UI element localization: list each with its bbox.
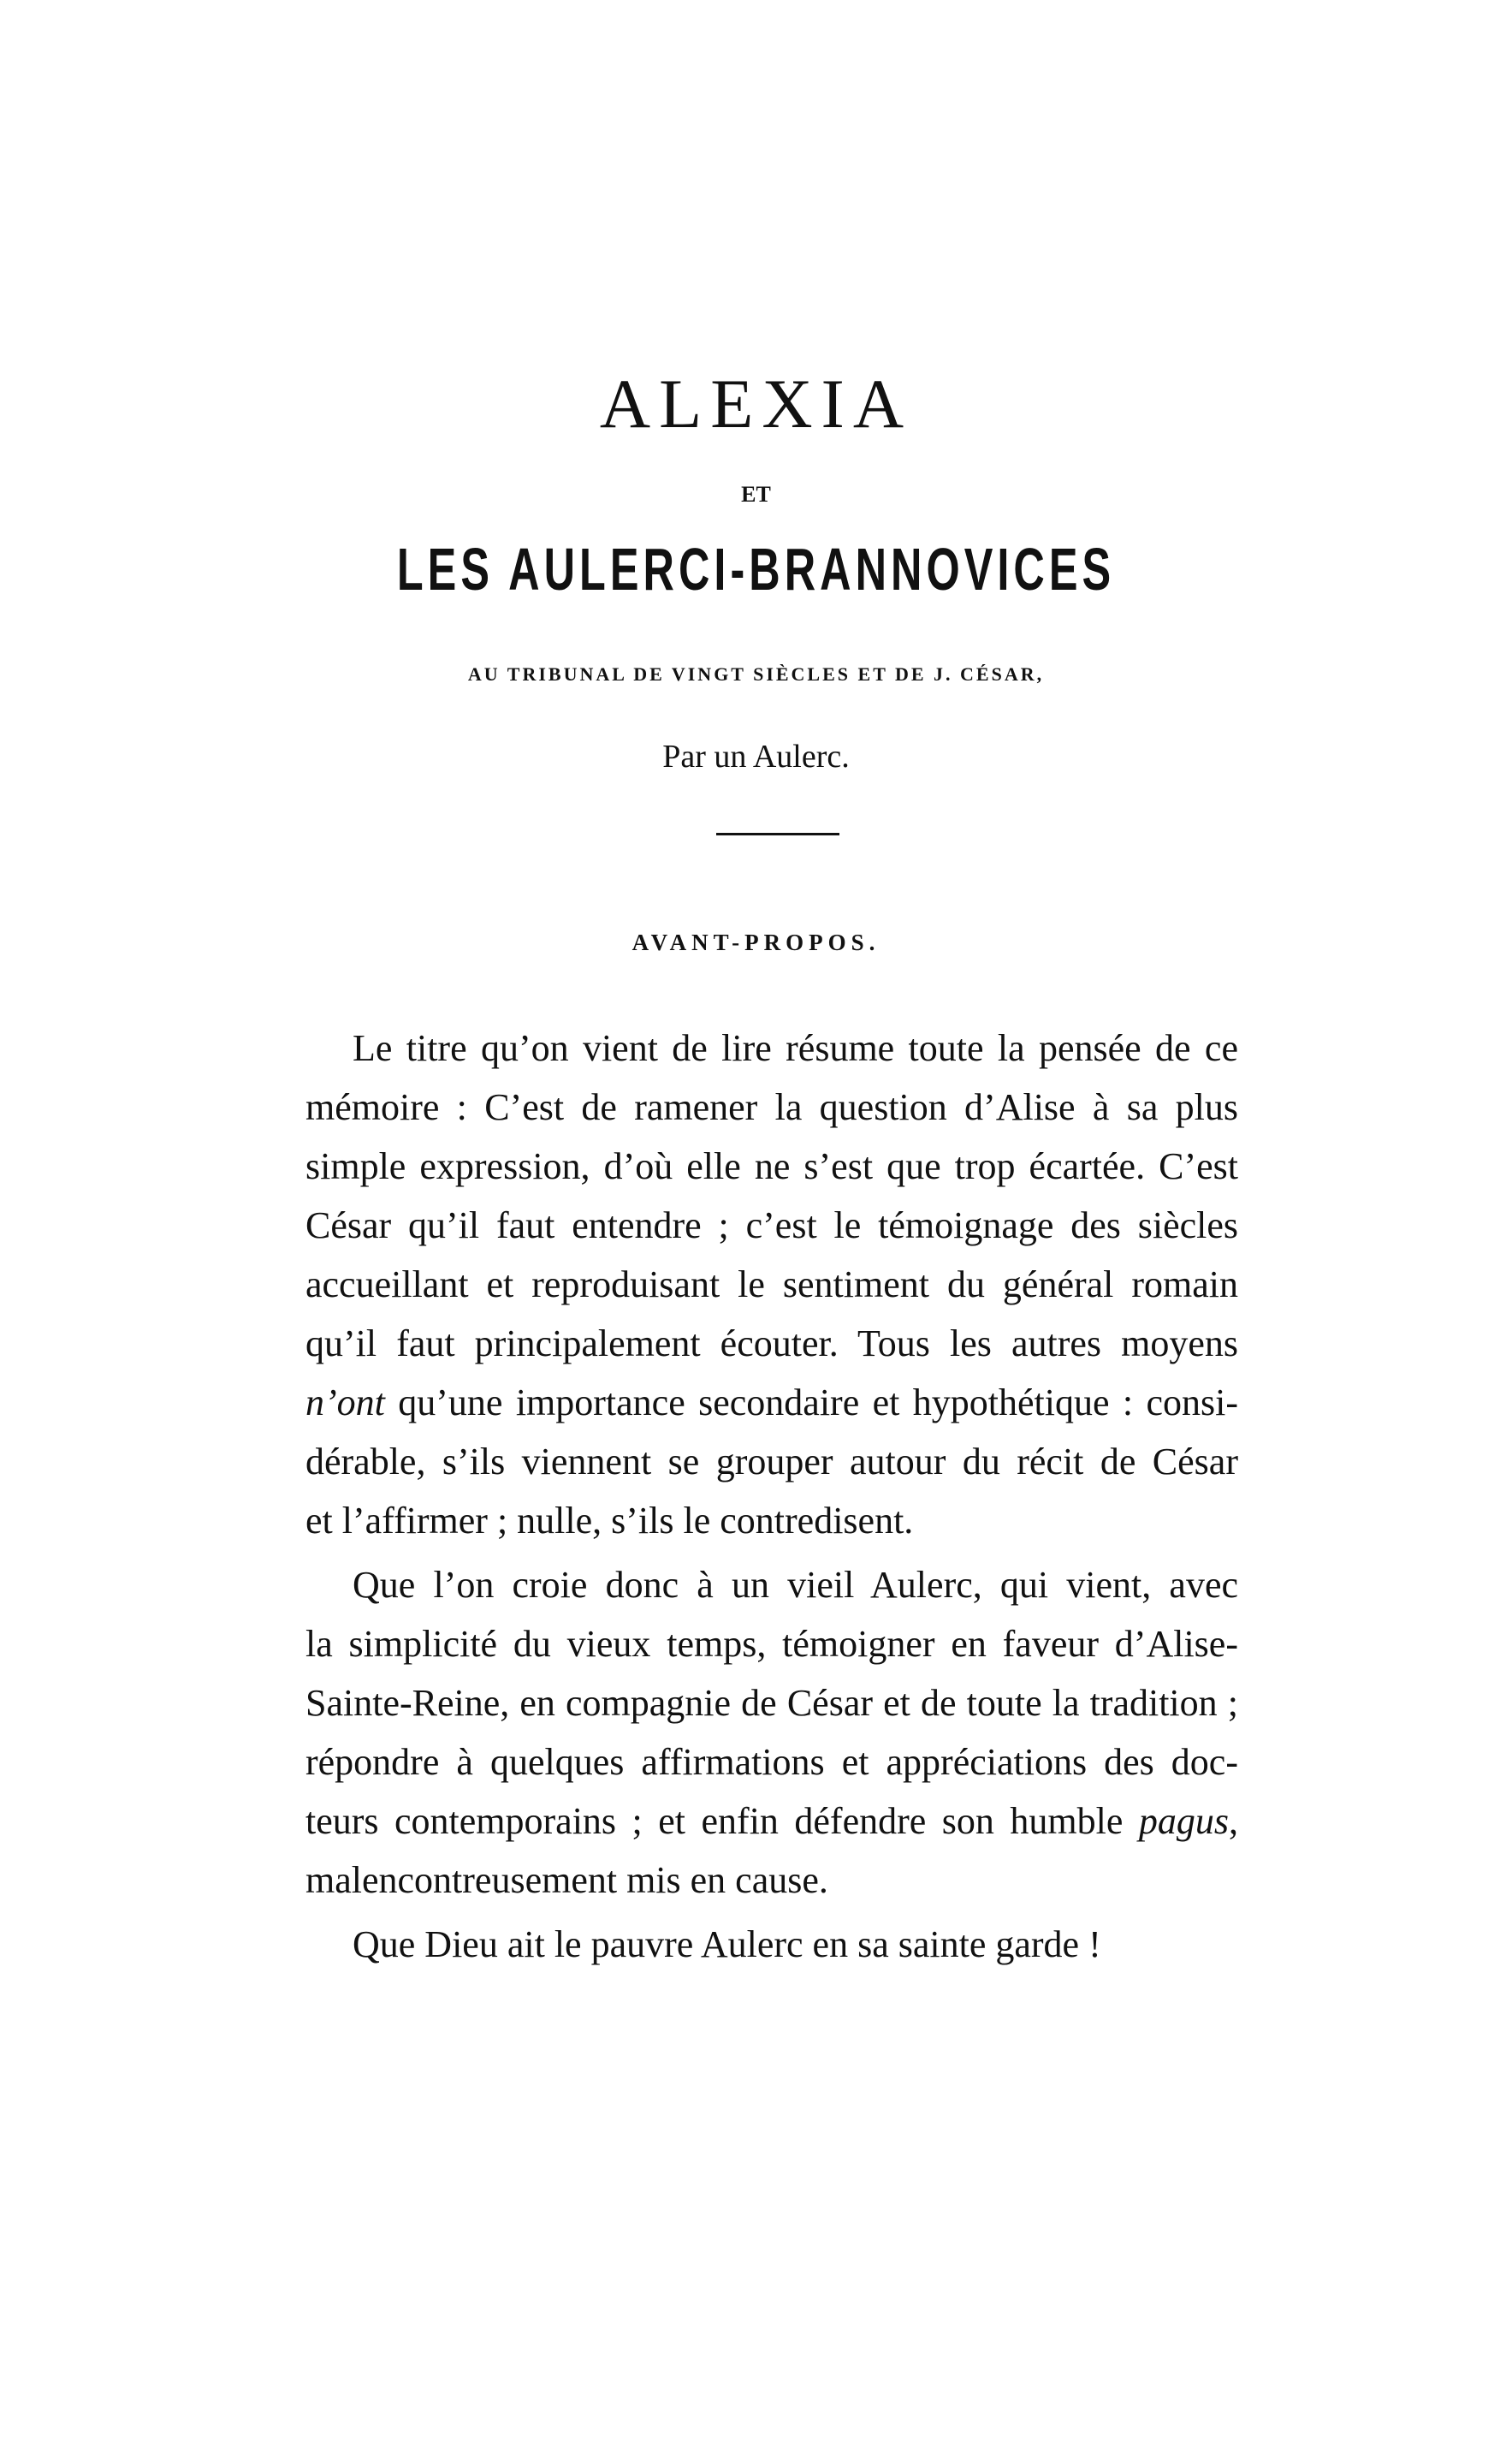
text-line <box>305 1851 1238 1910</box>
text-segment: , <box>1229 1800 1238 1842</box>
text-segment: la simplicité du vieux temps, témoigner en faveur d’Alise- <box>305 1623 1238 1665</box>
text-segment: qu’une importance secondaire et hypothétique : consi- <box>384 1382 1238 1423</box>
text-segment: Que l’on croie donc à un vieil Aulerc, qui vient, avec <box>353 1564 1238 1606</box>
document-title: ALEXIA <box>599 365 913 443</box>
text-line <box>305 1915 1238 1974</box>
text-line <box>305 1673 1238 1732</box>
paragraph <box>305 1019 1238 1550</box>
italic-text: n’ont <box>305 1382 385 1423</box>
text-segment: qu’il faut principalement écouter. Tous les autres moyens <box>305 1322 1238 1364</box>
text-line <box>305 1196 1238 1255</box>
text-line <box>305 1255 1238 1314</box>
author-line: Par un Aulerc. <box>662 739 850 775</box>
paragraph <box>305 1915 1238 1974</box>
text-segment: et l’affirmer ; nulle, s’ils le contredisent. <box>305 1500 914 1542</box>
text-line <box>305 1314 1238 1373</box>
text-line <box>305 1373 1238 1432</box>
text-segment: dérable, s’ils viennent se grouper autour du récit de César <box>305 1441 1238 1483</box>
body-text <box>305 1019 1238 1974</box>
document-subtitle: LES AULERCI-BRANNOVICES <box>396 536 1116 603</box>
text-segment: Sainte-Reine, en compagnie de César et de toute la tradition ; <box>305 1682 1238 1724</box>
section-heading: AVANT-PROPOS. <box>631 930 881 955</box>
text-segment: César qu’il faut entendre ; c’est le témoignage des siècles <box>305 1204 1238 1246</box>
title-conjunction: ET <box>741 482 771 507</box>
text-segment: Le titre qu’on vient de lire résume toute la pensée de ce <box>353 1027 1238 1069</box>
separator-rule <box>716 833 839 835</box>
text-line <box>305 1792 1238 1851</box>
text-segment: répondre à quelques affirmations et appréciations des doc- <box>305 1741 1238 1783</box>
text-line <box>305 1137 1238 1196</box>
text-line <box>305 1491 1238 1550</box>
subtitle-tribunal: AU TRIBUNAL DE VINGT SIÈCLES ET DE J. CÉSAR, <box>467 663 1045 685</box>
text-line <box>305 1019 1238 1078</box>
text-segment: simple expression, d’où elle ne s’est que trop écartée. C’est <box>305 1145 1238 1187</box>
text-line <box>305 1078 1238 1137</box>
text-segment: malencontreusement mis en cause. <box>305 1859 828 1901</box>
text-segment: mémoire : C’est de ramener la question d’Alise à sa plus <box>305 1086 1238 1128</box>
text-segment: accueillant et reproduisant le sentiment du général romain <box>305 1263 1238 1305</box>
italic-text: pagus <box>1138 1800 1229 1842</box>
text-line <box>305 1732 1238 1792</box>
text-segment: Que Dieu ait le pauvre Aulerc en sa sainte garde ! <box>353 1923 1101 1965</box>
text-segment: teurs contemporains ; et enfin défendre son humble <box>305 1800 1139 1842</box>
text-line <box>305 1432 1238 1491</box>
paragraph <box>305 1555 1238 1910</box>
text-line <box>305 1555 1238 1614</box>
text-line <box>305 1614 1238 1673</box>
